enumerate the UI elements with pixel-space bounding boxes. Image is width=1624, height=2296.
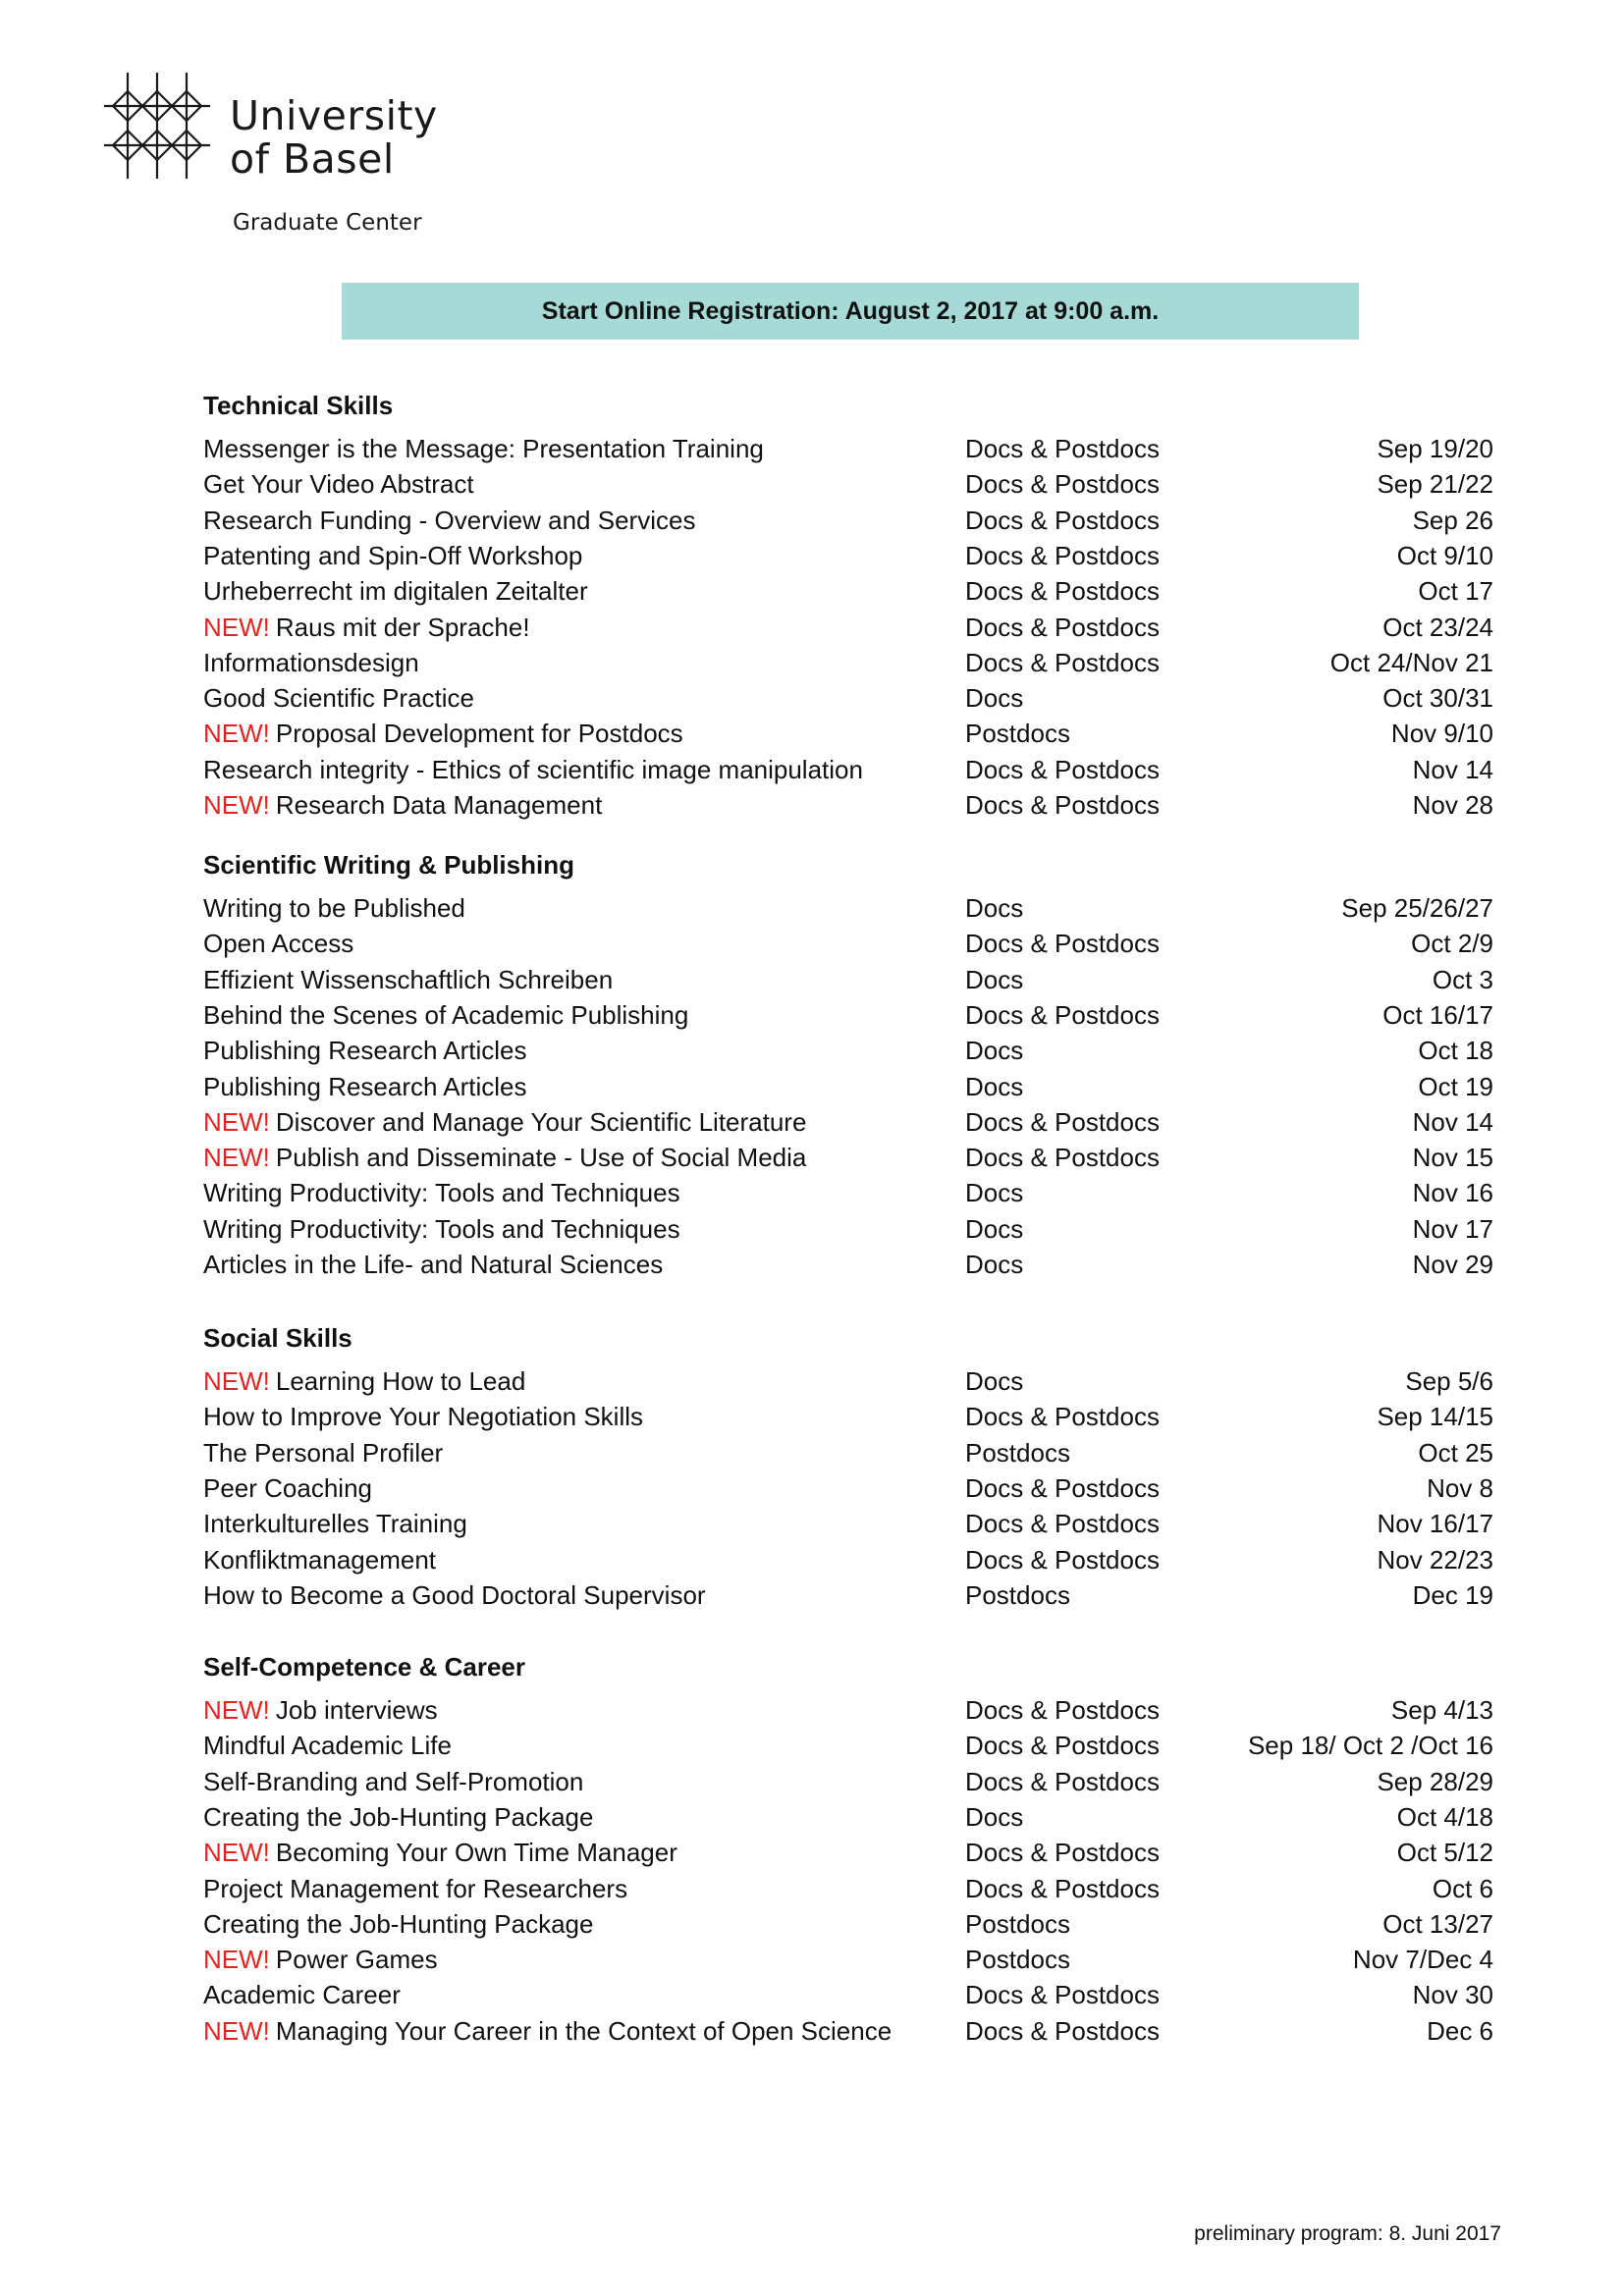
course-row bbox=[0, 893, 1624, 929]
course-title bbox=[203, 1438, 443, 1468]
course-audience: Postdocs bbox=[965, 1579, 1070, 1610]
course-title-text: Discover and Manage Your Scientific Literature bbox=[275, 1106, 807, 1137]
course-audience: Docs & Postdocs bbox=[965, 999, 1160, 1030]
course-row bbox=[0, 576, 1624, 612]
course-row bbox=[0, 1767, 1624, 1802]
course-title-text: Research Data Management bbox=[275, 790, 603, 820]
new-badge: NEW! bbox=[203, 2015, 270, 2046]
course-title bbox=[203, 1000, 688, 1031]
course-row bbox=[0, 1980, 1624, 2015]
section-title: Scientific Writing & Publishing bbox=[203, 850, 574, 880]
course-title bbox=[203, 719, 683, 749]
course-date: Nov 14 bbox=[1412, 1106, 1493, 1137]
course-title-text: Research Funding - Overview and Services bbox=[203, 505, 696, 535]
course-date: Oct 30/31 bbox=[1382, 683, 1493, 714]
course-title-text: Writing Productivity: Tools and Techniques bbox=[203, 1213, 680, 1244]
course-row bbox=[0, 1545, 1624, 1580]
new-badge: NEW! bbox=[203, 719, 270, 749]
course-row bbox=[0, 1509, 1624, 1544]
course-title bbox=[203, 1178, 680, 1208]
course-row bbox=[0, 1438, 1624, 1473]
course-audience: Docs & Postdocs bbox=[965, 1766, 1160, 1796]
course-row bbox=[0, 506, 1624, 541]
course-audience: Docs & Postdocs bbox=[965, 1402, 1160, 1432]
course-title bbox=[203, 1107, 806, 1138]
course-title bbox=[203, 648, 419, 678]
course-audience: Postdocs bbox=[965, 1945, 1070, 1975]
course-title bbox=[203, 506, 695, 536]
course-title bbox=[203, 893, 465, 924]
course-audience: Docs & Postdocs bbox=[965, 2015, 1160, 2046]
course-row bbox=[0, 929, 1624, 964]
course-title bbox=[203, 1580, 706, 1611]
course-date: Oct 17 bbox=[1418, 576, 1493, 607]
course-audience: Docs & Postdocs bbox=[965, 434, 1160, 463]
course-row bbox=[0, 1178, 1624, 1213]
course-audience: Docs & Postdocs bbox=[965, 1106, 1160, 1137]
course-date: Nov 14 bbox=[1412, 754, 1493, 784]
course-title-text: Get Your Video Abstract bbox=[203, 469, 474, 500]
course-audience: Docs & Postdocs bbox=[965, 576, 1160, 607]
course-title-text: Mindful Academic Life bbox=[203, 1731, 452, 1761]
course-row bbox=[0, 613, 1624, 648]
course-title-text: Research integrity - Ethics of scientific image manipulation bbox=[203, 754, 863, 784]
course-title bbox=[203, 790, 602, 821]
registration-banner bbox=[342, 283, 1359, 340]
course-date: Nov 15 bbox=[1412, 1143, 1493, 1173]
course-title-text: Raus mit der Sprache! bbox=[275, 612, 530, 642]
course-title bbox=[203, 1402, 643, 1432]
course-date: Sep 26 bbox=[1412, 505, 1493, 535]
course-audience: Docs & Postdocs bbox=[965, 469, 1160, 500]
course-title bbox=[203, 434, 764, 464]
course-audience: Docs & Postdocs bbox=[965, 1695, 1160, 1725]
course-title-text: Power Games bbox=[275, 1945, 438, 1975]
course-audience: Docs & Postdocs bbox=[965, 1143, 1160, 1173]
course-date: Sep 18/ Oct 2 /Oct 16 bbox=[1247, 1731, 1493, 1761]
course-row bbox=[0, 1838, 1624, 1873]
course-title-text: Articles in the Life- and Natural Sciences bbox=[203, 1250, 664, 1279]
course-title-text: Job interviews bbox=[275, 1695, 438, 1725]
course-audience: Docs & Postdocs bbox=[965, 754, 1160, 784]
course-title-text: Patenting and Spin-Off Workshop bbox=[203, 540, 583, 570]
course-row bbox=[0, 1250, 1624, 1285]
course-row bbox=[0, 541, 1624, 576]
course-row bbox=[0, 1874, 1624, 1909]
course-title-text: Proposal Development for Postdocs bbox=[275, 719, 683, 749]
section-title: Technical Skills bbox=[203, 391, 394, 420]
course-date: Nov 16/17 bbox=[1377, 1509, 1493, 1539]
course-title-text: Writing Productivity: Tools and Techniques bbox=[203, 1178, 680, 1208]
course-audience: Docs & Postdocs bbox=[965, 790, 1160, 820]
course-audience: Docs & Postdocs bbox=[965, 1873, 1160, 1903]
course-title-text: Becoming Your Own Time Manager bbox=[275, 1838, 677, 1868]
course-title bbox=[203, 1545, 436, 1575]
course-title-text: Creating the Job-Hunting Package bbox=[203, 1801, 594, 1832]
course-title-text: The Personal Profiler bbox=[203, 1437, 444, 1468]
course-title-text: Learning How to Lead bbox=[275, 1366, 526, 1396]
course-date: Nov 22/23 bbox=[1377, 1544, 1493, 1575]
course-title-text: Effizient Wissenschaftlich Schreiben bbox=[203, 964, 614, 994]
course-title-text: How to Become a Good Doctoral Supervisor bbox=[203, 1579, 706, 1610]
new-badge: NEW! bbox=[203, 1695, 270, 1725]
course-title bbox=[203, 2016, 892, 2047]
course-audience: Docs & Postdocs bbox=[965, 1980, 1160, 2010]
course-row bbox=[0, 1366, 1624, 1402]
course-audience: Postdocs bbox=[965, 1908, 1070, 1939]
course-title bbox=[203, 1072, 527, 1102]
course-row bbox=[0, 719, 1624, 754]
course-audience: Docs & Postdocs bbox=[965, 612, 1160, 642]
course-date: Dec 6 bbox=[1427, 2015, 1493, 2046]
course-title-text: Self-Branding and Self-Promotion bbox=[203, 1766, 584, 1796]
course-audience: Postdocs bbox=[965, 1437, 1070, 1468]
course-row bbox=[0, 1909, 1624, 1945]
course-audience: Docs bbox=[965, 1036, 1024, 1066]
course-audience: Docs & Postdocs bbox=[965, 505, 1160, 535]
course-row bbox=[0, 755, 1624, 790]
course-title bbox=[203, 469, 474, 500]
logo-line-1: University bbox=[230, 92, 438, 139]
course-audience: Docs & Postdocs bbox=[965, 1731, 1160, 1761]
logo-line-2: of Basel bbox=[230, 135, 395, 183]
course-date: Nov 17 bbox=[1412, 1213, 1493, 1244]
course-title bbox=[203, 1731, 452, 1761]
new-badge: NEW! bbox=[203, 1143, 270, 1173]
course-date: Oct 3 bbox=[1432, 964, 1493, 994]
course-audience: Docs & Postdocs bbox=[965, 647, 1160, 677]
course-audience: Postdocs bbox=[965, 719, 1070, 749]
course-title-text: How to Improve Your Negotiation Skills bbox=[203, 1402, 644, 1432]
course-title bbox=[203, 1909, 593, 1940]
course-date: Nov 30 bbox=[1412, 1980, 1493, 2010]
course-row bbox=[0, 1000, 1624, 1036]
course-date: Oct 19 bbox=[1418, 1071, 1493, 1101]
course-row bbox=[0, 790, 1624, 826]
course-title-text: Behind the Scenes of Academic Publishing bbox=[203, 999, 689, 1030]
course-audience: Docs bbox=[965, 1366, 1024, 1396]
course-title bbox=[203, 1802, 593, 1833]
course-date: Oct 16/17 bbox=[1382, 999, 1493, 1030]
course-title-text: Publishing Research Articles bbox=[203, 1071, 527, 1101]
course-audience: Docs bbox=[965, 1071, 1024, 1101]
footer-note: preliminary program: 8. Juni 2017 bbox=[1194, 2222, 1501, 2245]
course-title bbox=[203, 576, 588, 607]
course-row bbox=[0, 1695, 1624, 1731]
course-title-text: Messenger is the Message: Presentation Training bbox=[203, 434, 764, 463]
logo-subtitle: Graduate Center bbox=[233, 210, 422, 236]
section-title: Social Skills bbox=[203, 1323, 352, 1353]
new-badge: NEW! bbox=[203, 1838, 270, 1868]
course-audience: Docs & Postdocs bbox=[965, 1544, 1160, 1575]
course-title bbox=[203, 1874, 627, 1904]
course-title bbox=[203, 1143, 806, 1173]
course-audience: Docs bbox=[965, 893, 1024, 923]
course-title-text: Urheberrecht im digitalen Zeitalter bbox=[203, 576, 588, 607]
university-logo bbox=[98, 67, 438, 243]
course-date: Nov 7/Dec 4 bbox=[1352, 1945, 1493, 1975]
course-row bbox=[0, 683, 1624, 719]
course-date: Oct 5/12 bbox=[1396, 1838, 1493, 1868]
course-audience: Docs & Postdocs bbox=[965, 929, 1160, 959]
new-badge: NEW! bbox=[203, 1106, 270, 1137]
course-title-text: Writing to be Published bbox=[203, 893, 465, 923]
new-badge: NEW! bbox=[203, 612, 270, 642]
course-title-text: Informationsdesign bbox=[203, 647, 419, 677]
course-row bbox=[0, 469, 1624, 505]
course-date: Nov 29 bbox=[1412, 1250, 1493, 1279]
course-title bbox=[203, 541, 582, 571]
course-date: Sep 14/15 bbox=[1377, 1402, 1493, 1432]
course-audience: Docs & Postdocs bbox=[965, 1472, 1160, 1503]
course-title bbox=[203, 929, 353, 959]
course-title-text: Academic Career bbox=[203, 1980, 401, 2010]
course-title bbox=[203, 755, 863, 785]
course-title bbox=[203, 1838, 677, 1868]
course-audience: Docs bbox=[965, 964, 1024, 994]
course-audience: Docs & Postdocs bbox=[965, 1838, 1160, 1868]
course-title bbox=[203, 965, 613, 995]
course-row bbox=[0, 1036, 1624, 1071]
course-title-text: Konfliktmanagement bbox=[203, 1544, 437, 1575]
course-date: Sep 4/13 bbox=[1390, 1695, 1493, 1725]
course-date: Oct 25 bbox=[1418, 1437, 1493, 1468]
course-row bbox=[0, 1580, 1624, 1616]
course-row bbox=[0, 1072, 1624, 1107]
course-title-text: Project Management for Researchers bbox=[203, 1873, 628, 1903]
course-title bbox=[203, 683, 474, 714]
course-title bbox=[203, 1509, 467, 1539]
course-audience: Docs & Postdocs bbox=[965, 540, 1160, 570]
course-row bbox=[0, 965, 1624, 1000]
course-date: Nov 16 bbox=[1412, 1178, 1493, 1208]
course-title-text: Managing Your Career in the Context of Open Science bbox=[275, 2015, 893, 2046]
course-row bbox=[0, 1473, 1624, 1509]
course-date: Sep 28/29 bbox=[1377, 1766, 1493, 1796]
course-title bbox=[203, 1695, 438, 1726]
course-date: Oct 6 bbox=[1432, 1873, 1493, 1903]
course-title bbox=[203, 1945, 438, 1975]
course-title bbox=[203, 1214, 680, 1245]
new-badge: NEW! bbox=[203, 790, 270, 820]
course-date: Sep 19/20 bbox=[1377, 434, 1493, 463]
course-date: Nov 9/10 bbox=[1390, 719, 1493, 749]
course-title-text: Good Scientific Practice bbox=[203, 683, 475, 714]
course-date: Oct 4/18 bbox=[1396, 1801, 1493, 1832]
new-badge: NEW! bbox=[203, 1366, 270, 1396]
course-row bbox=[0, 1107, 1624, 1143]
course-audience: Docs bbox=[965, 1801, 1024, 1832]
course-row bbox=[0, 434, 1624, 469]
course-audience: Docs bbox=[965, 1178, 1024, 1208]
course-date: Dec 19 bbox=[1412, 1579, 1493, 1610]
course-audience: Docs bbox=[965, 1250, 1024, 1279]
course-date: Sep 25/26/27 bbox=[1341, 893, 1493, 923]
registration-banner-text: Start Online Registration: August 2, 2017 at 9:00 a.m. bbox=[541, 296, 1160, 325]
course-title-text: Creating the Job-Hunting Package bbox=[203, 1908, 594, 1939]
course-title bbox=[203, 613, 530, 643]
course-audience: Docs bbox=[965, 1213, 1024, 1244]
course-date: Oct 2/9 bbox=[1411, 929, 1493, 959]
course-date: Oct 23/24 bbox=[1382, 612, 1493, 642]
course-date: Oct 13/27 bbox=[1382, 1908, 1493, 1939]
course-date: Nov 28 bbox=[1412, 790, 1493, 820]
course-row bbox=[0, 1802, 1624, 1838]
course-date: Oct 18 bbox=[1418, 1036, 1493, 1066]
course-title bbox=[203, 1473, 372, 1504]
course-row bbox=[0, 2016, 1624, 2052]
course-title bbox=[203, 1036, 527, 1066]
course-row bbox=[0, 1214, 1624, 1250]
course-row bbox=[0, 648, 1624, 683]
course-title bbox=[203, 1250, 663, 1280]
course-row bbox=[0, 1945, 1624, 1980]
section-title: Self-Competence & Career bbox=[203, 1652, 525, 1682]
course-row bbox=[0, 1731, 1624, 1766]
course-title bbox=[203, 1980, 401, 2010]
basel-crosier-icon bbox=[98, 67, 216, 185]
course-title-text: Publishing Research Articles bbox=[203, 1036, 527, 1066]
course-title bbox=[203, 1366, 525, 1397]
course-date: Nov 8 bbox=[1427, 1472, 1493, 1503]
course-audience: Docs bbox=[965, 683, 1024, 714]
course-title-text: Peer Coaching bbox=[203, 1472, 372, 1503]
new-badge: NEW! bbox=[203, 1945, 270, 1975]
course-title-text: Interkulturelles Training bbox=[203, 1509, 467, 1539]
course-title-text: Open Access bbox=[203, 929, 354, 959]
course-date: Sep 21/22 bbox=[1377, 469, 1493, 500]
course-title-text: Publish and Disseminate - Use of Social Media bbox=[275, 1143, 807, 1173]
course-date: Oct 9/10 bbox=[1396, 540, 1493, 570]
course-title bbox=[203, 1767, 583, 1797]
course-date: Oct 24/Nov 21 bbox=[1329, 647, 1493, 677]
course-row bbox=[0, 1402, 1624, 1437]
course-date: Sep 5/6 bbox=[1405, 1366, 1493, 1396]
course-row bbox=[0, 1143, 1624, 1178]
course-audience: Docs & Postdocs bbox=[965, 1509, 1160, 1539]
